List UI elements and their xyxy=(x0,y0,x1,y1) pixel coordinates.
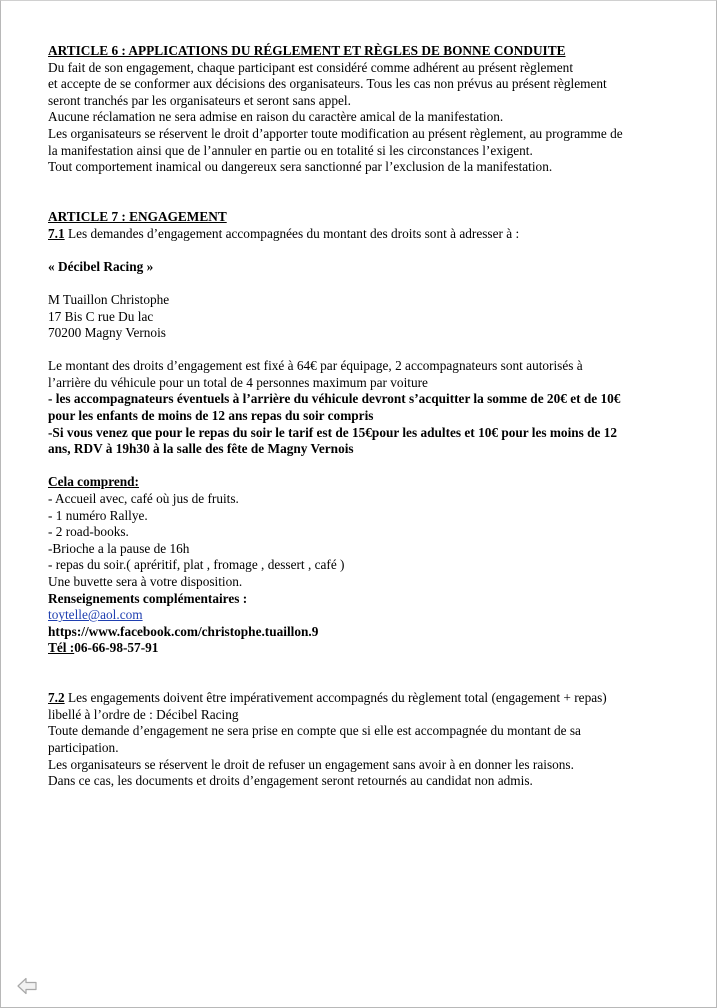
phone-number: 06-66-98-57-91 xyxy=(74,640,159,656)
article-6-line: la manifestation ainsi que de l’annuler en partie ou en totalité si les circonstances l’exigent. xyxy=(48,142,533,158)
section-7-2-number: 7.2 xyxy=(48,690,65,706)
address-line: M Tuaillon Christophe xyxy=(48,291,170,307)
article-7-title: ARTICLE 7 : ENGAGEMENT xyxy=(48,208,227,224)
section-7-2-line: participation. xyxy=(48,739,119,755)
club-name: « Décibel Racing » xyxy=(48,258,154,274)
article-6-line: seront tranchés par les organisateurs et seront sans appel. xyxy=(48,92,351,108)
arrow-left-icon[interactable] xyxy=(16,976,38,996)
includes-item: - repas du soir.( apréritif, plat , fromage , dessert , café ) xyxy=(48,557,345,573)
address-line: 17 Bis C rue Du lac xyxy=(48,308,154,324)
article-6-line: Du fait de son engagement, chaque participant est considéré comme adhérent au présent règlement xyxy=(48,59,574,75)
includes-item: - 2 road-books. xyxy=(48,524,129,540)
info-title: Renseignements complémentaires : xyxy=(48,590,248,606)
includes-item: -Brioche a la pause de 16h xyxy=(48,540,190,556)
includes-item: - 1 numéro Rallye. xyxy=(48,507,148,523)
section-7-2-line: Dans ce cas, les documents et droits d’engagement seront retournés au candidat non admis. xyxy=(48,773,533,789)
email-link[interactable]: toytelle@aol.com xyxy=(48,607,143,623)
companions-fee-line: pour les enfants de moins de 12 ans repas du soir compris xyxy=(48,408,374,424)
section-7-1-text: Les demandes d’engagement accompagnées du montant des droits sont à adresser à : xyxy=(64,225,520,241)
dinner-fee-line: -Si vous venez que pour le repas du soir le tarif est de 15€pour les adultes et 10€ pour les moins de 12 xyxy=(48,424,618,440)
includes-title: Cela comprend: xyxy=(48,474,139,490)
dinner-fee-line: ans, RDV à 19h30 à la salle des fête de Magny Vernois xyxy=(48,441,354,457)
article-6-title: ARTICLE 6 : APPLICATIONS DU RÉGLEMENT ET RÈGLES DE BONNE CONDUITE xyxy=(48,43,566,58)
section-7-1 xyxy=(48,226,678,243)
document-content xyxy=(48,43,678,790)
section-7-2 xyxy=(48,690,678,707)
article-6-line: et accepte de se conformer aux décisions des organisateurs. Tous les cas non prévus au présent règlement xyxy=(48,76,607,92)
article-6-line: Tout comportement inamical ou dangereux sera sanctionné par l’exclusion de la manifestation. xyxy=(48,159,553,175)
includes-item: - Accueil avec, café où jus de fruits. xyxy=(48,491,239,507)
section-7-2-line: Les organisateurs se réservent le droit de refuser un engagement sans avoir à en donner les raisons. xyxy=(48,756,574,772)
section-7-2-text: Les engagements doivent être impérativement accompagnés du règlement total (engagement + repas) xyxy=(64,690,607,706)
article-6-line: Aucune réclamation ne sera admise en raison du caractère amical de la manifestation. xyxy=(48,109,504,125)
article-6-line: Les organisateurs se réservent le droit d’apporter toute modification au présent règlement, au programme de xyxy=(48,125,623,141)
companions-fee-line: - les accompagnateurs éventuels à l’arrière du véhicule devront s’acquitter la somme de 20€ et de 10€ xyxy=(48,391,621,407)
fee-line: l’arrière du véhicule pour un total de 4 personnes maximum par voiture xyxy=(48,374,428,390)
address-line: 70200 Magny Vernois xyxy=(48,325,166,341)
section-7-2-line: Toute demande d’engagement ne sera prise en compte que si elle est accompagnée du montant de sa xyxy=(48,723,581,739)
includes-item: Une buvette sera à votre disposition. xyxy=(48,574,243,589)
facebook-link[interactable]: https://www.facebook.com/christophe.tuaillon.9 xyxy=(48,623,319,639)
section-7-1-number: 7.1 xyxy=(48,225,65,241)
phone-line xyxy=(48,640,678,657)
phone-label: Tél : xyxy=(48,640,75,656)
section-7-2-line: libellé à l’ordre de : Décibel Racing xyxy=(48,706,239,722)
fee-line: Le montant des droits d’engagement est fixé à 64€ par équipage, 2 accompagnateurs sont autorisés à xyxy=(48,358,583,374)
